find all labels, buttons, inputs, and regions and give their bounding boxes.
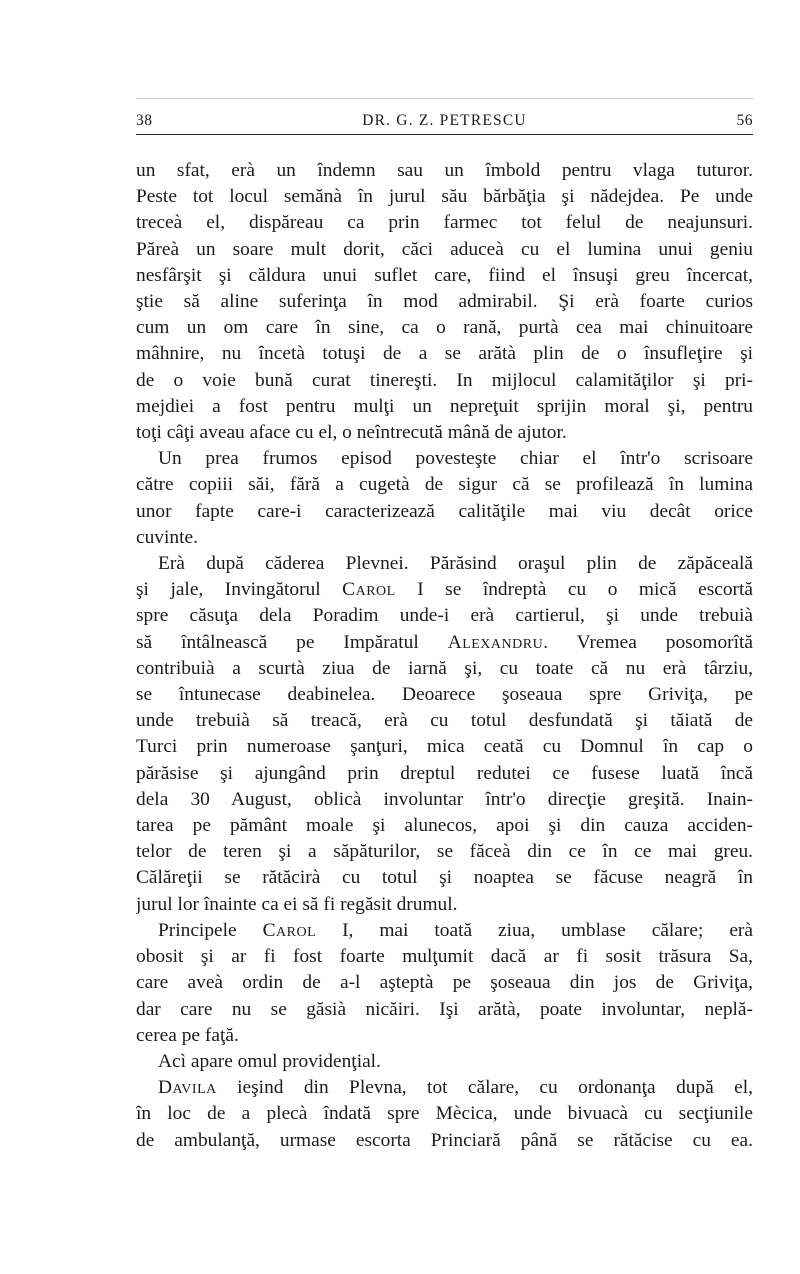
text-line: dar care nu se găsià nicăiri. Işi arătà, poate involuntar, neplă- xyxy=(136,998,753,1020)
text-line: unor fapte care-i caracterizează calităţile mai viu decât orice xyxy=(136,500,753,522)
text-line: nesfârşit şi căldura unui suflet care, fiind el însuşi greu încercat, xyxy=(136,264,753,286)
text-line: Erà după căderea Plevnei. Părăsind oraşul plin de zăpăceală xyxy=(158,553,753,575)
text-line: de o voie bună curat tinereşti. In mijlocul calamităţilor şi pri- xyxy=(136,369,753,391)
text-line: cuvinte. xyxy=(136,526,198,548)
text-line: care aveà ordin de a-l aşteptà pe şoseaua din jos de Griviţa, xyxy=(136,972,753,994)
text-line: către copiii săi, fără a cugetà de sigur că se profilează în lumina xyxy=(136,474,753,496)
text-line: cerea pe faţă. xyxy=(136,1024,239,1046)
running-header xyxy=(136,112,753,132)
text-line: şi jale, Invingătorul Carol I se îndreptà cu o mică escortă xyxy=(136,579,753,601)
text-line: părăsise şi ajungând prin dreptul redutei ce fusese luată încă xyxy=(136,762,753,784)
text-line: Turci prin numeroase şanţuri, mica ceată cu Domnul în cap o xyxy=(136,736,753,758)
text-line: dela 30 August, oblicà involuntar într'o direcţie greşită. Inain- xyxy=(136,788,753,810)
text-line: cum un om care în sine, ca o rană, purtà cea mai chinuitoare xyxy=(136,317,753,339)
text-line: Davila ieşind din Plevna, tot călare, cu ordonanţa după el, xyxy=(158,1077,753,1099)
running-title: DR. G. Z. PETRESCU xyxy=(362,112,527,129)
text-line: Acì apare omul providenţial. xyxy=(158,1050,381,1072)
page-number-left: 38 xyxy=(136,112,153,129)
header-rule xyxy=(136,134,753,135)
text-line: contribuià a scurtà ziua de iarnă şi, cu toate că nu erà târziu, xyxy=(136,657,753,679)
text-line: Principele Carol I, mai toată ziua, umblase călare; erà xyxy=(158,919,753,941)
text-line: un sfat, erà un îndemn sau un îmbold pentru vlaga tuturor. xyxy=(136,160,753,181)
top-scan-line xyxy=(136,98,753,99)
text-line: jurul lor înainte ca ei să fi regăsit drumul. xyxy=(136,893,458,915)
page-number-right: 56 xyxy=(736,112,753,129)
text-line: spre căsuţa dela Poradim unde-i erà cartierul, şi unde trebuià xyxy=(136,605,753,627)
text-line: unde trebuià să treacă, erà cu totul desfundată şi tăiată de xyxy=(136,710,753,732)
text-line: Un prea frumos episod povesteşte chiar el într'o scrisoare xyxy=(158,448,753,470)
text-line: obosit şi ar fi fost foarte mulţumit dacă ar fi sosit trăsura Sa, xyxy=(136,946,753,968)
text-line: mâhnire, nu încetà totuşi de a se arătà plin de o însufleţire şi xyxy=(136,343,753,365)
text-line: Peste tot locul semănà în jurul său bărbăţia şi nădejdea. Pe unde xyxy=(136,186,753,208)
text-line: ştie să aline suferinţa în mod admirabil. Şi erà foarte curios xyxy=(136,291,753,313)
text-line: de ambulanţă, urmase escorta Princiară până se rătăcise cu ea. xyxy=(136,1129,753,1151)
text-line: tarea pe pământ moale şi alunecos, apoi şi din cauza acciden- xyxy=(136,815,753,837)
body-text xyxy=(136,158,753,1154)
text-line: Călăreţii se rătăcirà cu totul şi noaptea se făcuse neagră în xyxy=(136,867,753,889)
text-line: treceà el, dispăreau ca prin farmec tot felul de neajunsuri. xyxy=(136,212,753,234)
text-line: toţi câţi aveau aface cu el, o neîntrecută mână de ajutor. xyxy=(136,422,567,444)
text-line: să întâlnească pe Impăratul Alexandru. Vremea posomorîtă xyxy=(136,631,753,653)
text-line: se întunecase deabinelea. Deoarece şoseaua spre Griviţa, pe xyxy=(136,684,753,706)
text-line: telor de teren şi a săpăturilor, se făceà din ce în ce mai greu. xyxy=(136,841,753,863)
text-line: mejdiei a fost pentru mulţi un nepreţuit sprijin moral şi, pentru xyxy=(136,395,753,417)
text-line: în loc de a plecà îndată spre Mècica, unde bivuacà cu secţiunile xyxy=(136,1103,753,1125)
text-line: Păreà un soare mult dorit, căci aduceà cu el lumina unui geniu xyxy=(136,238,753,260)
